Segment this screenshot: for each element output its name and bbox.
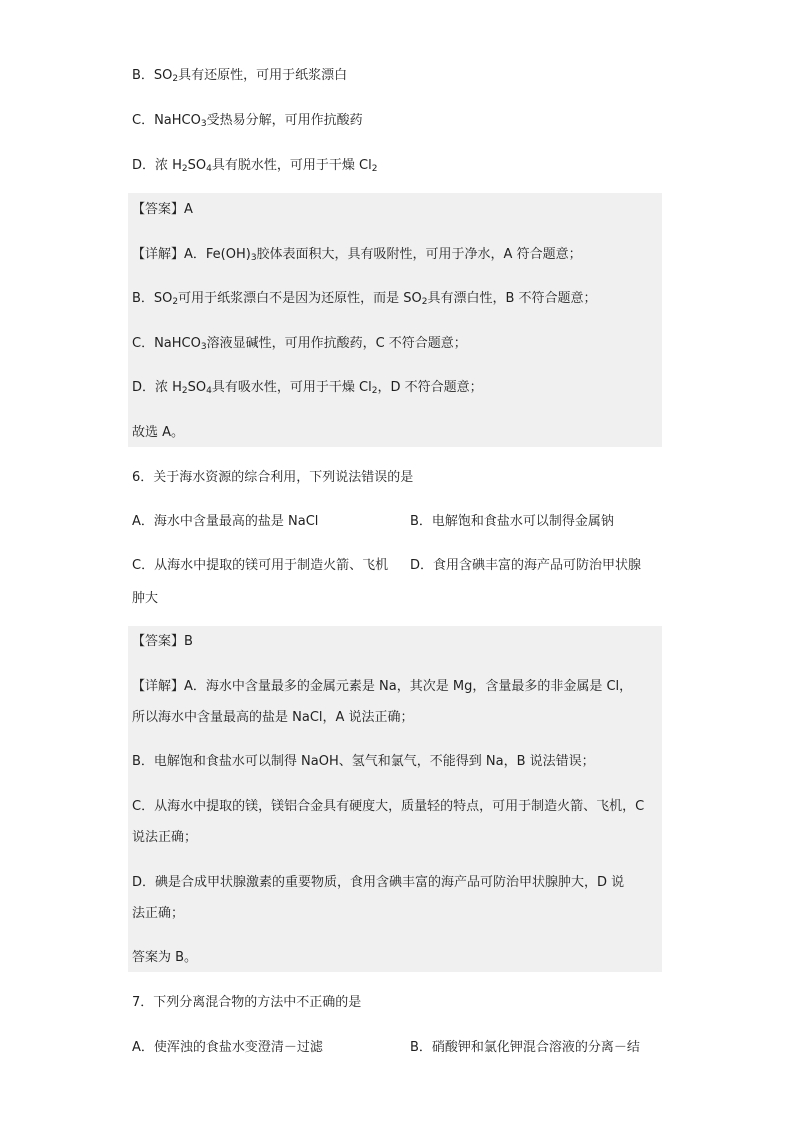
q5-option-c: C．NaHCO$_3$受热易分解，可用作抗酸药: [132, 113, 363, 129]
q6-stem: 6．关于海水资源的综合利用，下列说法错误的是: [132, 470, 414, 485]
q6-explain-a: 【详解】A．海水中含量最多的金属元素是 Na，其次是 Mg，含量最多的非金属是 Cl，: [132, 679, 633, 694]
q5-explain-c: C．NaHCO$_3$溶液显碱性，可用作抗酸药，C 不符合题意；: [132, 336, 467, 352]
q6-explain-a-cont: 所以海水中含量最高的盐是 NaCl，A 说法正确；: [132, 710, 414, 725]
q5-option-d: D．浓 $H_2SO_4$具有脱水性，可用于干燥 $Cl_2$: [132, 158, 378, 174]
q7-option-a: A．使浑浊的食盐水变澄清－过滤: [132, 1040, 323, 1055]
q5-explain-a: 【详解】A．$Fe(OH)_3$胶体表面积大，具有吸附性，可用于净水，A 符合题意；: [132, 247, 582, 263]
q5-explain-b: B．$SO_2$可用于纸浆漂白不是因为还原性，而是 $SO_2$具有漂白性，B 不符合题意；: [132, 291, 597, 307]
q7-option-b: B．硝酸钾和氯化钾混合溶液的分离－结: [410, 1040, 640, 1055]
q5-conclusion: 故选 A。: [132, 425, 185, 440]
q6-explain-c-cont: 说法正确；: [132, 830, 198, 845]
q5-answer-block: [128, 193, 662, 447]
q6-explain-d-cont: 法正确；: [132, 906, 185, 921]
q5-option-b: B．$SO_2$具有还原性，可用于纸浆漂白: [132, 68, 348, 84]
q6-explain-c: C．从海水中提取的镁，镁铝合金具有硬度大，质量轻的特点，可用于制造火箭、飞机，C: [132, 799, 645, 814]
q6-explain-b: B．电解饱和食盐水可以制得 NaOH、氢气和氯气，不能得到 Na，B 说法错误；: [132, 754, 595, 769]
q6-conclusion: 答案为 B。: [132, 950, 198, 965]
q6-option-d-cont: 肿大: [132, 591, 159, 606]
q6-option-c: C．从海水中提取的镁可用于制造火箭、飞机: [132, 558, 389, 573]
q7-stem: 7．下列分离混合物的方法中不正确的是: [132, 995, 362, 1010]
q6-option-b: B．电解饱和食盐水可以制得金属钠: [410, 514, 614, 529]
q6-explain-d: D．碘是合成甲状腺激素的重要物质，食用含碘丰富的海产品可防治甲状腺肿大，D 说: [132, 875, 625, 890]
q5-explain-d: D．浓 $H_2SO_4$具有吸水性，可用于干燥 $Cl_2$，D 不符合题意；: [132, 380, 483, 396]
q5-answer: 【答案】A: [132, 202, 193, 217]
q6-option-a: A．海水中含量最高的盐是 NaCl: [132, 514, 319, 529]
q6-answer: 【答案】B: [132, 634, 193, 649]
q6-option-d: D．食用含碘丰富的海产品可防治甲状腺: [410, 558, 642, 573]
